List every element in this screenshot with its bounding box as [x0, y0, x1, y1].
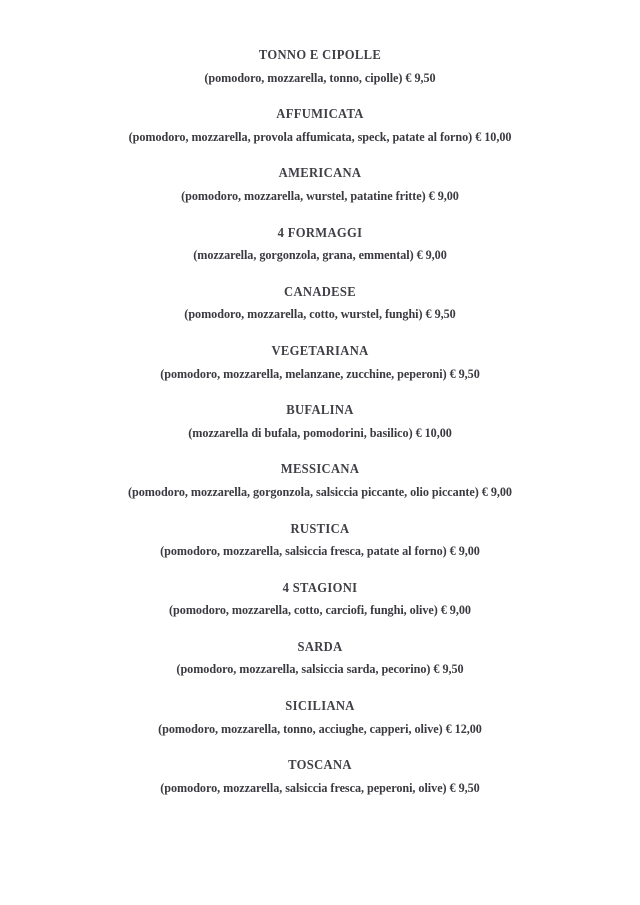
menu-item-siciliana [0, 698, 640, 737]
menu-item-description: (pomodoro, mozzarella, tonno, acciughe, capperi, olive) € 12,00 [158, 720, 482, 736]
menu-item-description: (pomodoro, mozzarella, salsiccia fresca, patate al forno) € 9,00 [160, 543, 480, 559]
menu-item-name: 4 STAGIONI [282, 579, 358, 595]
menu-item-name: SARDA [297, 638, 343, 654]
menu-item-description: (pomodoro, mozzarella, salsiccia sarda, pecorino) € 9,50 [176, 661, 464, 677]
menu-item-name: AFFUMICATA [276, 106, 364, 122]
menu-item-bufalina [0, 402, 640, 441]
menu-item-name: CANADESE [284, 283, 356, 299]
menu-item-americana [0, 165, 640, 204]
menu-item-canadese [0, 284, 640, 323]
menu-item-sarda [0, 639, 640, 678]
menu-item-list [0, 47, 640, 816]
menu-item-description: (pomodoro, mozzarella, wurstel, patatine fritte) € 9,00 [181, 187, 459, 203]
menu-item-description: (pomodoro, mozzarella, cotto, wurstel, funghi) € 9,50 [184, 306, 456, 322]
menu-item-name: AMERICANA [278, 165, 362, 181]
menu-item-name: TOSCANA [288, 757, 352, 773]
menu-item-name: MESSICANA [280, 461, 360, 477]
menu-item-vegetariana [0, 343, 640, 382]
menu-item-description: (pomodoro, mozzarella, tonno, cipolle) € 9,50 [204, 69, 436, 85]
menu-item-name: TONNO E CIPOLLE [258, 47, 382, 62]
menu-item-description: (pomodoro, mozzarella, cotto, carciofi, funghi, olive) € 9,00 [169, 602, 471, 618]
menu-item-toscana [0, 757, 640, 796]
menu-item-4-formaggi [0, 225, 640, 264]
menu-item-affumicata [0, 106, 640, 145]
menu-item-name: SICILIANA [285, 698, 355, 714]
menu-item-description: (pomodoro, mozzarella, melanzane, zucchine, peperoni) € 9,50 [160, 365, 480, 381]
menu-item-name: BUFALINA [286, 402, 354, 418]
menu-item-description: (mozzarella di bufala, pomodorini, basilico) € 10,00 [188, 424, 452, 440]
menu-item-tonno-e-cipolle [0, 47, 640, 86]
menu-item-description: (pomodoro, mozzarella, gorgonzola, salsiccia piccante, olio piccante) € 9,00 [128, 483, 512, 499]
menu-item-description: (pomodoro, mozzarella, salsiccia fresca, peperoni, olive) € 9,50 [160, 779, 480, 795]
menu-item-4-stagioni [0, 580, 640, 619]
menu-item-name: 4 FORMAGGI [277, 224, 363, 240]
menu-item-rustica [0, 521, 640, 560]
menu-item-description: (mozzarella, gorgonzola, grana, emmental) € 9,00 [193, 247, 447, 263]
menu-item-name: VEGETARIANA [271, 342, 369, 358]
menu-item-name: RUSTICA [290, 520, 350, 536]
menu-item-description: (pomodoro, mozzarella, provola affumicata, speck, patate al forno) € 10,00 [128, 128, 512, 144]
menu-item-messicana [0, 461, 640, 500]
